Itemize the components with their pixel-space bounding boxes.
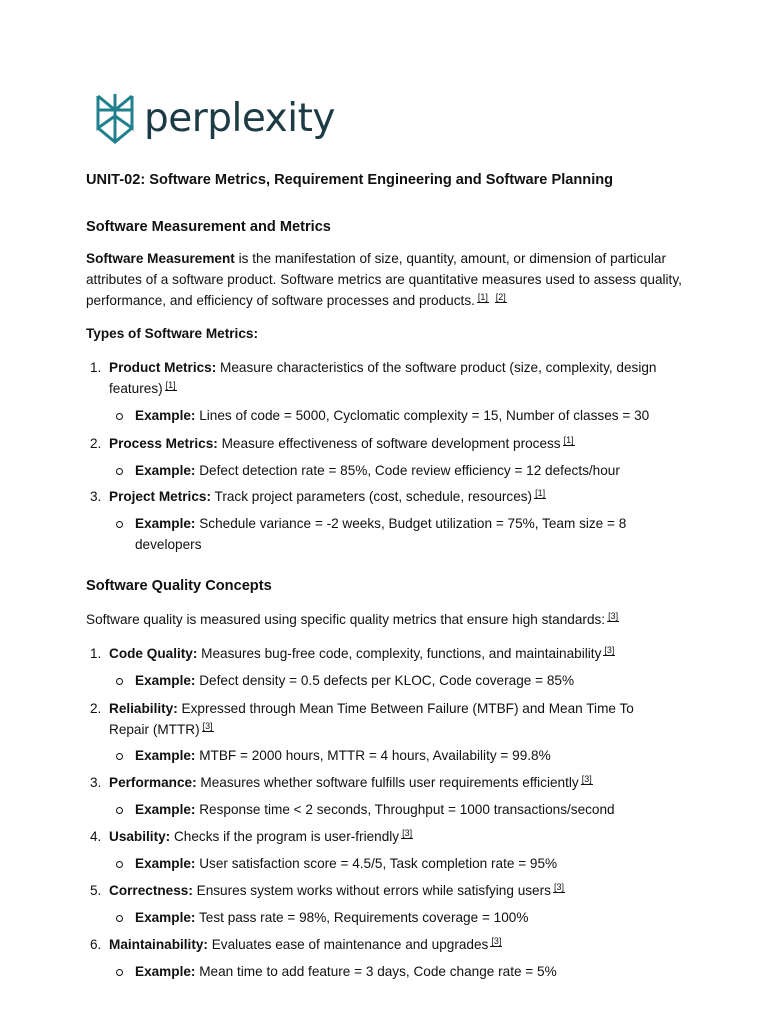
example-label: Example: [135,408,196,423]
list-number: 6. [90,937,102,952]
brand-name: perplexity [144,95,335,141]
item-label: Code Quality: [109,646,198,661]
perplexity-icon [94,92,136,144]
item-label: Project Metrics: [109,489,211,504]
example-label: Example: [135,516,196,531]
item-label: Performance: [109,775,197,790]
example-text: User satisfaction score = 4.5/5, Task completion rate = 95% [195,856,558,871]
item-label: Process Metrics: [109,436,218,451]
example-text: Response time < 2 seconds, Throughput = 1000 transactions/second [195,802,615,817]
citation-link[interactable]: [3] [581,774,592,784]
citation-link[interactable]: [3] [604,645,615,655]
bullet-icon [116,413,123,420]
intro-paragraph [86,248,686,311]
citation-link[interactable]: [1] [535,488,546,498]
item-label: Reliability: [109,701,178,716]
item-text: Track project parameters (cost, schedule, resources) [211,489,533,504]
example-text: MTBF = 2000 hours, MTTR = 4 hours, Availability = 99.8% [195,748,551,763]
example-label: Example: [135,964,196,979]
item-label: Usability: [109,829,171,844]
list-number: 3. [90,775,102,790]
item-label: Maintainability: [109,937,208,952]
subsection-heading: Types of Software Metrics: [86,326,258,341]
citation-link[interactable]: [3] [553,882,564,892]
example-text: Mean time to add feature = 3 days, Code change rate = 5% [195,964,557,979]
item-text: Expressed through Mean Time Between Failure (MTBF) and Mean Time To Repair (MTTR) [109,701,634,737]
item-text: Evaluates ease of maintenance and upgrades [207,937,489,952]
citation-link[interactable]: [3] [608,611,619,621]
list-number: 2. [90,436,102,451]
example-text: Lines of code = 5000, Cyclomatic complexity = 15, Number of classes = 30 [195,408,650,423]
example-text: Schedule variance = -2 weeks, Budget utilization = 75%, Team size = 8 developers [135,516,627,552]
item-text: Checks if the program is user-friendly [170,829,400,844]
example-label: Example: [135,673,196,688]
page-title: UNIT-02: Software Metrics, Requirement Engineering and Software Planning [86,172,614,188]
bullet-icon [116,915,123,922]
citation-link[interactable]: [1] [563,435,574,445]
list-number: 2. [90,701,102,716]
citation-link[interactable]: [2] [495,292,506,302]
item-text: Measures whether software fulfills user requirements efficiently [196,775,579,790]
bullet-icon [116,468,123,475]
example-label: Example: [135,856,196,871]
item-label: Product Metrics: [109,360,217,375]
example-text: Defect density = 0.5 defects per KLOC, Code coverage = 85% [195,673,575,688]
citation-link[interactable]: [1] [477,292,488,302]
section-heading: Software Measurement and Metrics [86,219,331,235]
item-text: Ensures system works without errors while satisfying users [192,883,551,898]
item-text: Measures bug-free code, complexity, functions, and maintainability [197,646,602,661]
bullet-icon [116,861,123,868]
example-label: Example: [135,910,196,925]
example-label: Example: [135,802,196,817]
list-number: 1. [90,646,102,661]
list-number: 3. [90,489,102,504]
citation-link[interactable]: [3] [491,936,502,946]
bullet-icon [116,969,123,976]
list-number: 5. [90,883,102,898]
list-number: 4. [90,829,102,844]
example-text: Test pass rate = 98%, Requirements coverage = 100% [195,910,529,925]
citation-link[interactable]: [3] [402,828,413,838]
bullet-icon [116,521,123,528]
example-label: Example: [135,463,196,478]
section-heading: Software Quality Concepts [86,578,272,594]
item-label: Correctness: [109,883,193,898]
item-text: Measure characteristics of the software product (size, complexity, design features) [109,360,657,396]
quality-intro [86,609,686,630]
example-label: Example: [135,748,196,763]
bullet-icon [116,753,123,760]
citation-link[interactable]: [1] [165,380,176,390]
example-text: Defect detection rate = 85%, Code review efficiency = 12 defects/hour [195,463,620,478]
bullet-icon [116,678,123,685]
bullet-icon [116,807,123,814]
intro-bold: Software Measurement [86,251,235,266]
intro-text: Software quality is measured using specific quality metrics that ensure high standards: [86,612,606,627]
citation-link[interactable]: [3] [202,721,213,731]
list-number: 1. [90,360,102,375]
perplexity-logo [94,92,335,144]
intro-text: is the manifestation of size, quantity, amount, or dimension of particular attributes of a software product. Software metrics are quantitative measures used to assess quality, performance, and efficiency of software processes and products. [86,251,682,308]
item-text: Measure effectiveness of software development process [217,436,561,451]
